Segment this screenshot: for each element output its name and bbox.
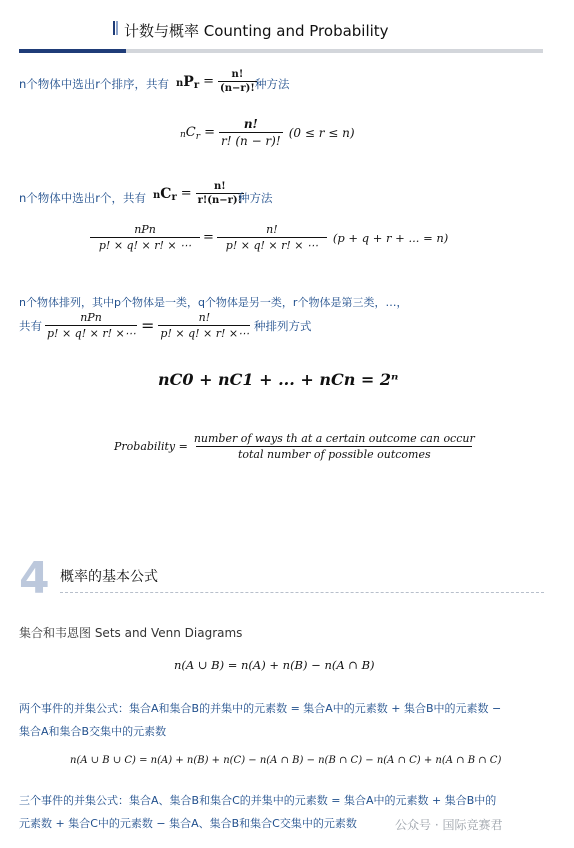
comb-text-before: n个物体中选出r个，共有 bbox=[19, 191, 147, 205]
binomial-sum-formula: nC0 + nC1 + ... + nCn = 2ⁿ bbox=[158, 370, 399, 389]
multi-description: n个物体排列，其中p个物体是一类，q个物体是另一类，r个物体是第三类，…， bbox=[19, 296, 408, 309]
perm-inline-formula: n P r = $\frac{n!}{(n-r)!}$ bbox=[176, 69, 255, 94]
multi-prefix: 共有 bbox=[19, 319, 42, 333]
header-divider-accent bbox=[19, 49, 126, 53]
perm-text-before: n个物体中选出r个排序，共有 bbox=[19, 77, 170, 91]
multinomial-formula: $\frac{\text{nPn}}{p! \times q! \times r! \times \cdots}$ = $\frac{n!}{p! \times q! \times r! \times \cdots}$ (p + q + r + ... = n) bbox=[90, 223, 448, 252]
header-accent-mark bbox=[113, 21, 119, 35]
union-two-formula: n(A ∪ B) = n(A) + n(B) − n(A ∩ B) bbox=[174, 658, 375, 672]
multi-suffix: 种排列方式 bbox=[254, 319, 312, 333]
perm-text-after: 种方法 bbox=[255, 77, 290, 91]
union-two-desc-2: 集合A和集合B交集中的元素数 bbox=[19, 725, 167, 738]
union-three-desc-1: 三个事件的并集公式：集合A、集合B和集合C的并集中的元素数 = 集合A中的元素数 + 集合B中的 bbox=[19, 794, 497, 807]
multi-inline-formula: $\frac{\text{nPn}}{p! \times q! \times r! \times\cdots}$ = $\frac{n!}{p! \times q! \times r! \times\cdots}$ bbox=[47, 311, 250, 340]
sets-heading: 集合和韦恩图 Sets and Venn Diagrams bbox=[19, 626, 243, 640]
section-title: 概率的基本公式 bbox=[60, 569, 158, 585]
comb-text-after: 种方法 bbox=[238, 191, 273, 205]
watermark: 公众号 · 国际竞赛君 bbox=[395, 818, 503, 832]
section-divider bbox=[60, 592, 544, 593]
union-three-formula: n(A ∪ B ∪ C) = n(A) + n(B) + n(C) − n(A ∩ B) − n(B ∩ C) − n(A ∩ C) + n(A ∩ B ∩ C) bbox=[70, 755, 502, 766]
probability-formula: Probability = $\frac{\text{number of ways tℎ at a certain outcome can occur}}{\text{total number of possible outcomes}}$ bbox=[114, 432, 475, 461]
page-title: 计数与概率 Counting and Probability bbox=[124, 22, 389, 40]
union-three-desc-2: 元素数 + 集合C中的元素数 − 集合A、集合B和集合C交集中的元素数 bbox=[19, 817, 357, 830]
section-number: 4 bbox=[19, 553, 50, 604]
union-two-desc-1: 两个事件的并集公式：集合A和集合B的并集中的元素数 = 集合A中的元素数 + 集合B中的元素数 − bbox=[19, 702, 502, 715]
comb-inline-formula: n C r = $\frac{n!}{r!(n-r)!}$ bbox=[153, 181, 243, 206]
combination-formula: n C r = $\frac{n!}{r! (n - r)!}$ (0 ≤ r ≤ n) bbox=[180, 117, 355, 148]
